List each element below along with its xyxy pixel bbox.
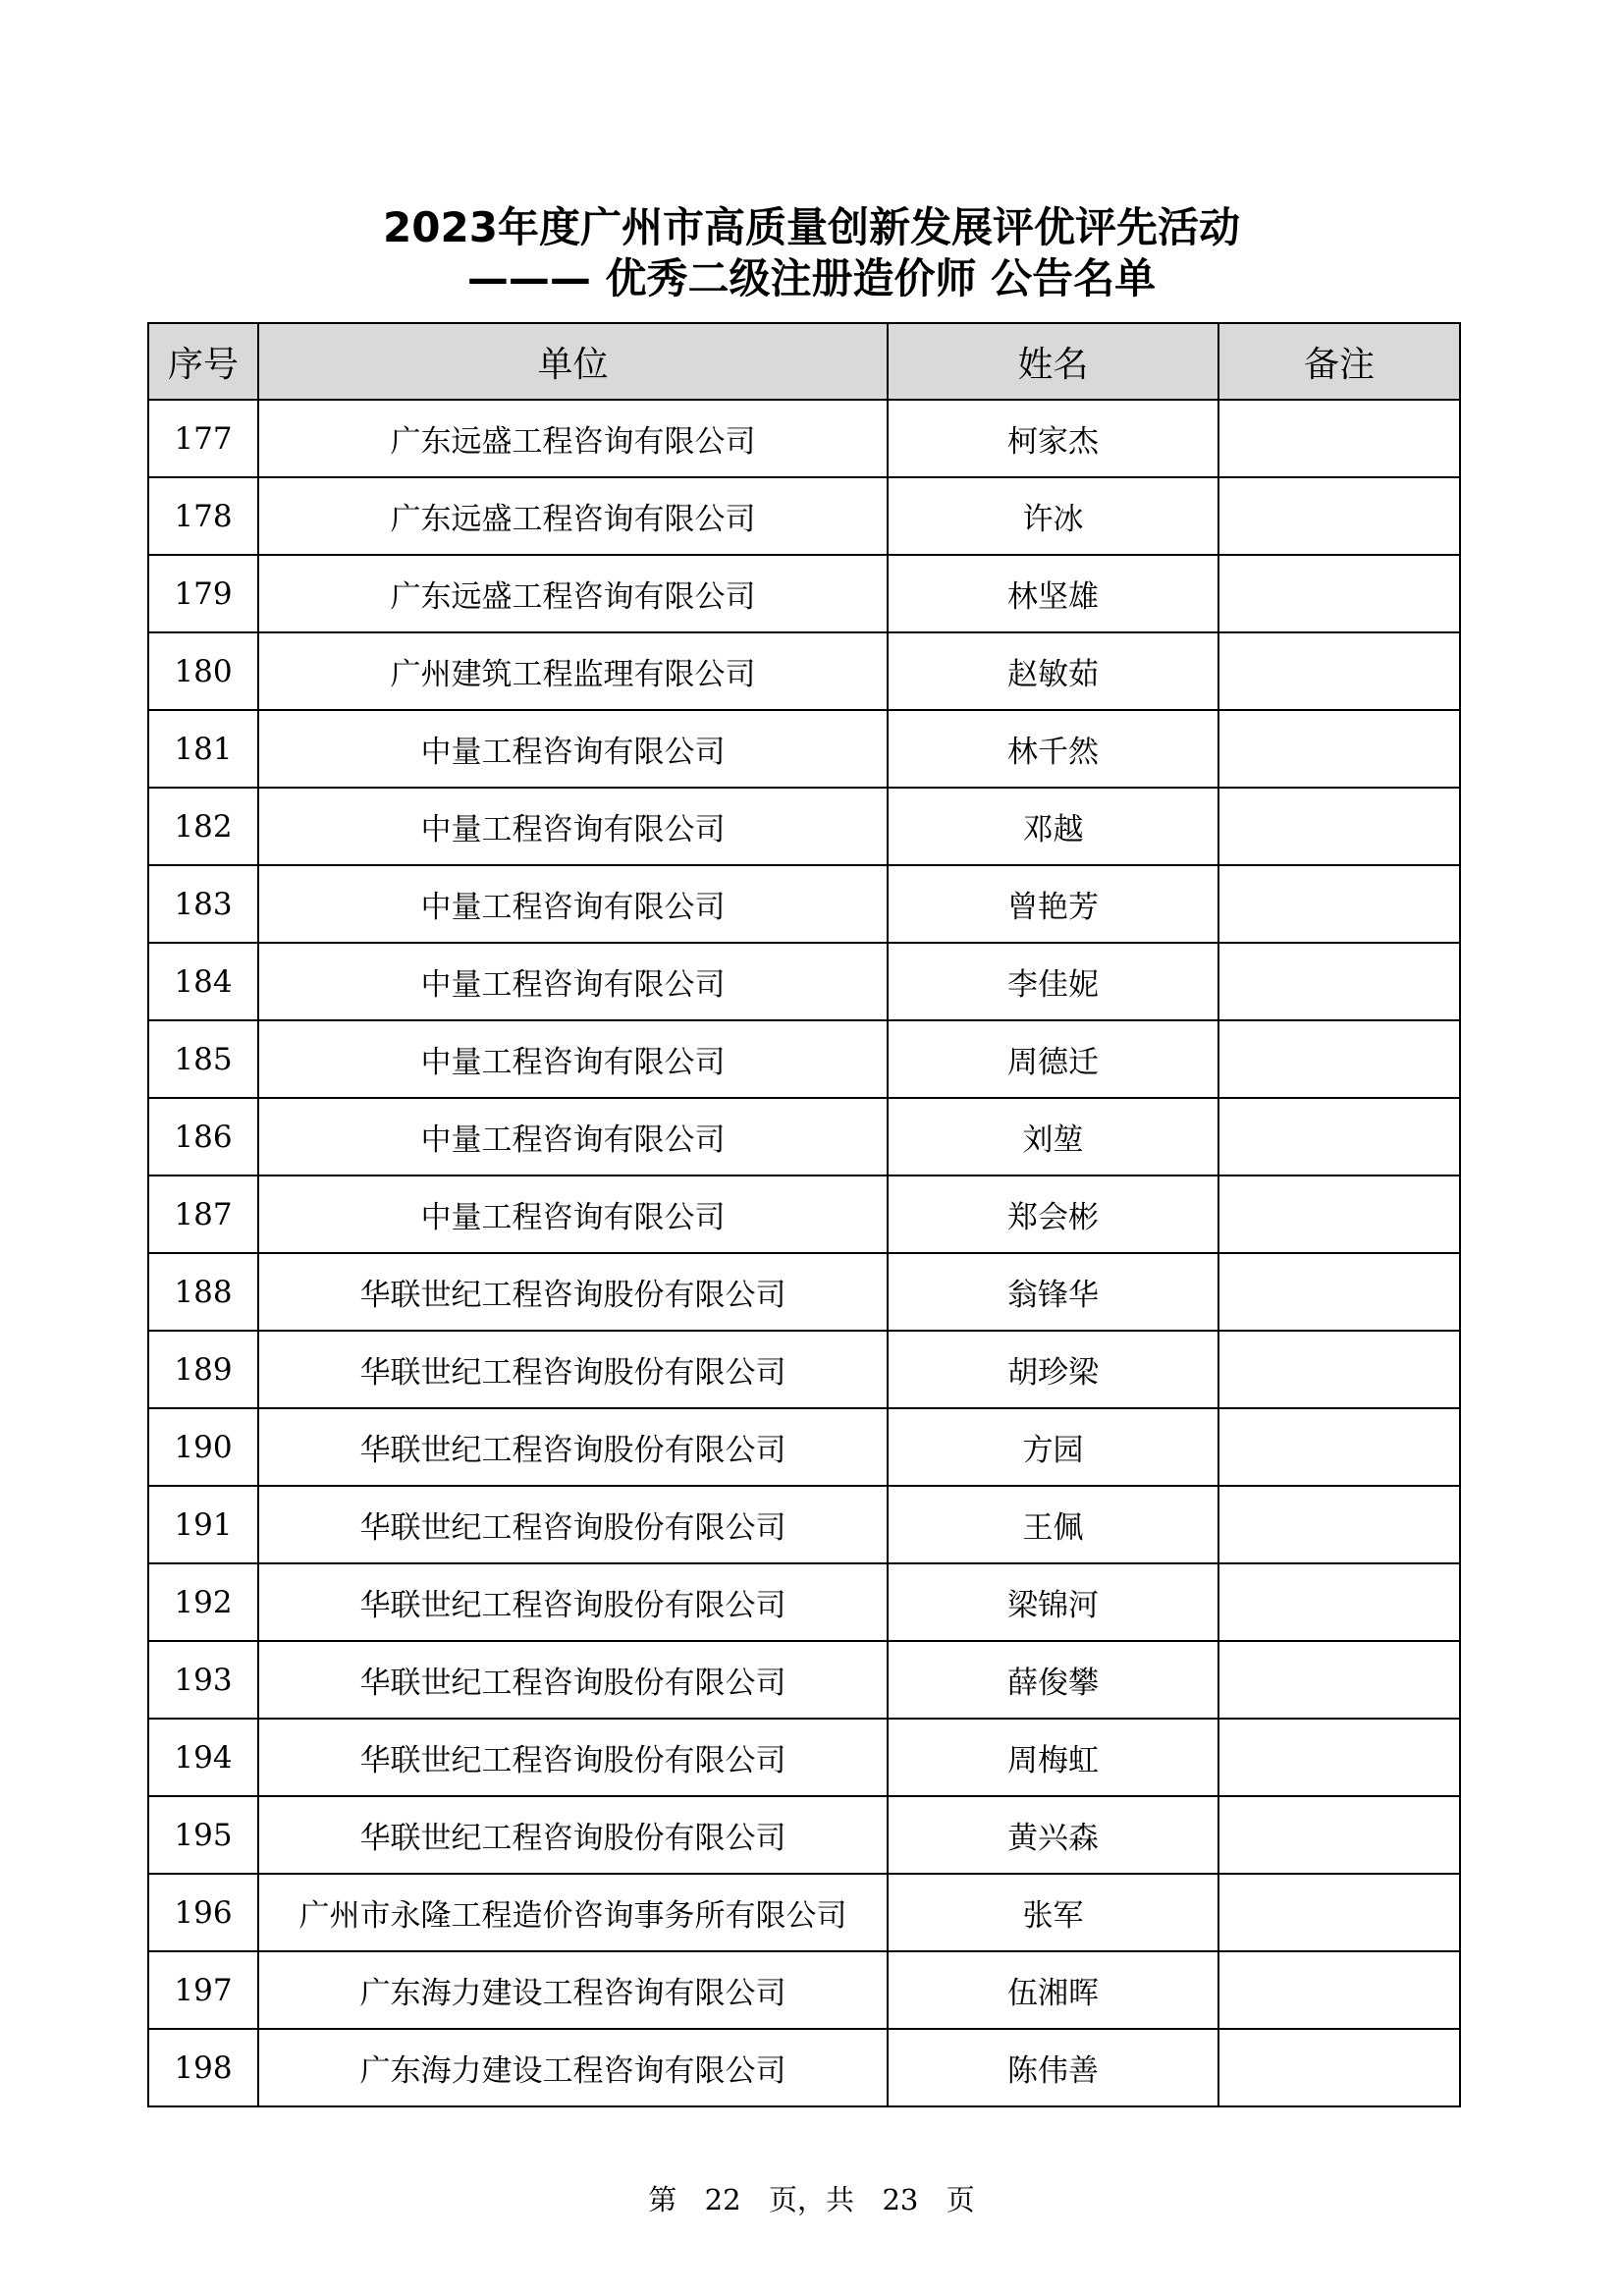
- cell-no: 177: [148, 400, 258, 477]
- cell-unit: 华联世纪工程咨询股份有限公司: [258, 1641, 888, 1719]
- table-row: [148, 943, 1460, 1020]
- cell-unit: 华联世纪工程咨询股份有限公司: [258, 1719, 888, 1796]
- header-name: 姓名: [888, 323, 1218, 400]
- cell-unit: 华联世纪工程咨询股份有限公司: [258, 1486, 888, 1563]
- cell-note: [1218, 943, 1460, 1020]
- cell-name: 许冰: [888, 477, 1218, 555]
- cell-unit: 华联世纪工程咨询股份有限公司: [258, 1796, 888, 1874]
- cell-name: 翁锋华: [888, 1253, 1218, 1331]
- cell-note: [1218, 1563, 1460, 1641]
- table-row: [148, 632, 1460, 710]
- cell-name: 胡珍梁: [888, 1331, 1218, 1408]
- cell-name: 方园: [888, 1408, 1218, 1486]
- cell-name: 黄兴森: [888, 1796, 1218, 1874]
- cell-no: 179: [148, 555, 258, 632]
- cell-no: 194: [148, 1719, 258, 1796]
- cell-no: 182: [148, 788, 258, 865]
- cell-unit: 中量工程咨询有限公司: [258, 788, 888, 865]
- cell-unit: 中量工程咨询有限公司: [258, 1020, 888, 1098]
- cell-unit: 广东海力建设工程咨询有限公司: [258, 1951, 888, 2029]
- table-row: [148, 1253, 1460, 1331]
- cell-note: [1218, 400, 1460, 477]
- cell-note: [1218, 1331, 1460, 1408]
- cell-note: [1218, 710, 1460, 788]
- cell-name: 林千然: [888, 710, 1218, 788]
- cell-no: 193: [148, 1641, 258, 1719]
- cell-unit: 华联世纪工程咨询股份有限公司: [258, 1331, 888, 1408]
- table-row: [148, 1951, 1460, 2029]
- table-row: [148, 1874, 1460, 1951]
- cell-name: 柯家杰: [888, 400, 1218, 477]
- cell-unit: 广东远盛工程咨询有限公司: [258, 400, 888, 477]
- cell-name: 刘堃: [888, 1098, 1218, 1175]
- cell-no: 195: [148, 1796, 258, 1874]
- cell-note: [1218, 1874, 1460, 1951]
- cell-name: 张军: [888, 1874, 1218, 1951]
- roster-body: [148, 400, 1460, 2106]
- cell-note: [1218, 2029, 1460, 2106]
- cell-note: [1218, 865, 1460, 943]
- cell-no: 197: [148, 1951, 258, 2029]
- cell-no: 178: [148, 477, 258, 555]
- cell-note: [1218, 632, 1460, 710]
- cell-unit: 广州市永隆工程造价咨询事务所有限公司: [258, 1874, 888, 1951]
- cell-no: 186: [148, 1098, 258, 1175]
- cell-name: 曾艳芳: [888, 865, 1218, 943]
- table-header-row: [148, 323, 1460, 400]
- cell-name: 邓越: [888, 788, 1218, 865]
- cell-unit: 广东远盛工程咨询有限公司: [258, 555, 888, 632]
- cell-no: 198: [148, 2029, 258, 2106]
- cell-no: 184: [148, 943, 258, 1020]
- cell-name: 伍湘晖: [888, 1951, 1218, 2029]
- cell-unit: 中量工程咨询有限公司: [258, 865, 888, 943]
- cell-no: 187: [148, 1175, 258, 1253]
- table-row: [148, 1408, 1460, 1486]
- table-row: [148, 788, 1460, 865]
- cell-note: [1218, 1719, 1460, 1796]
- cell-no: 183: [148, 865, 258, 943]
- footer-page-current: 22: [704, 2183, 741, 2216]
- cell-note: [1218, 1951, 1460, 2029]
- table-row: [148, 400, 1460, 477]
- cell-unit: 广东海力建设工程咨询有限公司: [258, 2029, 888, 2106]
- cell-unit: 广州建筑工程监理有限公司: [258, 632, 888, 710]
- cell-name: 郑会彬: [888, 1175, 1218, 1253]
- header-note: 备注: [1218, 323, 1460, 400]
- cell-note: [1218, 788, 1460, 865]
- cell-name: 李佳妮: [888, 943, 1218, 1020]
- cell-name: 林坚雄: [888, 555, 1218, 632]
- cell-no: 189: [148, 1331, 258, 1408]
- table-row: [148, 865, 1460, 943]
- cell-name: 梁锦河: [888, 1563, 1218, 1641]
- table-row: [148, 1563, 1460, 1641]
- cell-name: 薛俊攀: [888, 1641, 1218, 1719]
- cell-note: [1218, 477, 1460, 555]
- cell-note: [1218, 1796, 1460, 1874]
- footer-mid: 页，共: [768, 2183, 854, 2216]
- table-row: [148, 1331, 1460, 1408]
- table-row: [148, 1020, 1460, 1098]
- cell-unit: 中量工程咨询有限公司: [258, 710, 888, 788]
- cell-unit: 华联世纪工程咨询股份有限公司: [258, 1408, 888, 1486]
- cell-note: [1218, 1486, 1460, 1563]
- cell-unit: 华联世纪工程咨询股份有限公司: [258, 1253, 888, 1331]
- cell-note: [1218, 1020, 1460, 1098]
- cell-no: 192: [148, 1563, 258, 1641]
- cell-note: [1218, 1253, 1460, 1331]
- cell-name: 周德迁: [888, 1020, 1218, 1098]
- cell-no: 191: [148, 1486, 258, 1563]
- cell-name: 陈伟善: [888, 2029, 1218, 2106]
- cell-unit: 华联世纪工程咨询股份有限公司: [258, 1563, 888, 1641]
- cell-note: [1218, 1175, 1460, 1253]
- cell-note: [1218, 1408, 1460, 1486]
- cell-no: 196: [148, 1874, 258, 1951]
- table-row: [148, 1719, 1460, 1796]
- cell-no: 190: [148, 1408, 258, 1486]
- document-title-line2: ——— 优秀二级注册造价师 公告名单: [466, 254, 1157, 302]
- table-row: [148, 477, 1460, 555]
- page-footer: [0, 2178, 1623, 2218]
- cell-no: 185: [148, 1020, 258, 1098]
- cell-name: 赵敏茹: [888, 632, 1218, 710]
- cell-unit: 中量工程咨询有限公司: [258, 943, 888, 1020]
- table-row: [148, 555, 1460, 632]
- cell-no: 188: [148, 1253, 258, 1331]
- cell-name: 王佩: [888, 1486, 1218, 1563]
- table-row: [148, 1796, 1460, 1874]
- cell-note: [1218, 1098, 1460, 1175]
- footer-suffix: 页: [946, 2183, 975, 2216]
- header-unit: 单位: [258, 323, 888, 400]
- table-row: [148, 710, 1460, 788]
- table-row: [148, 1175, 1460, 1253]
- cell-note: [1218, 555, 1460, 632]
- cell-no: 180: [148, 632, 258, 710]
- table-row: [148, 1641, 1460, 1719]
- cell-note: [1218, 1641, 1460, 1719]
- table-row: [148, 1098, 1460, 1175]
- footer-page-total: 23: [882, 2183, 919, 2216]
- roster-table: [147, 322, 1461, 2107]
- cell-no: 181: [148, 710, 258, 788]
- cell-unit: 中量工程咨询有限公司: [258, 1175, 888, 1253]
- cell-name: 周梅虹: [888, 1719, 1218, 1796]
- header-no: 序号: [148, 323, 258, 400]
- table-row: [148, 1486, 1460, 1563]
- cell-unit: 中量工程咨询有限公司: [258, 1098, 888, 1175]
- table-row: [148, 2029, 1460, 2106]
- cell-unit: 广东远盛工程咨询有限公司: [258, 477, 888, 555]
- document-title-line1: 2023年度广州市高质量创新发展评优评先活动: [383, 203, 1240, 251]
- footer-prefix: 第: [648, 2183, 677, 2216]
